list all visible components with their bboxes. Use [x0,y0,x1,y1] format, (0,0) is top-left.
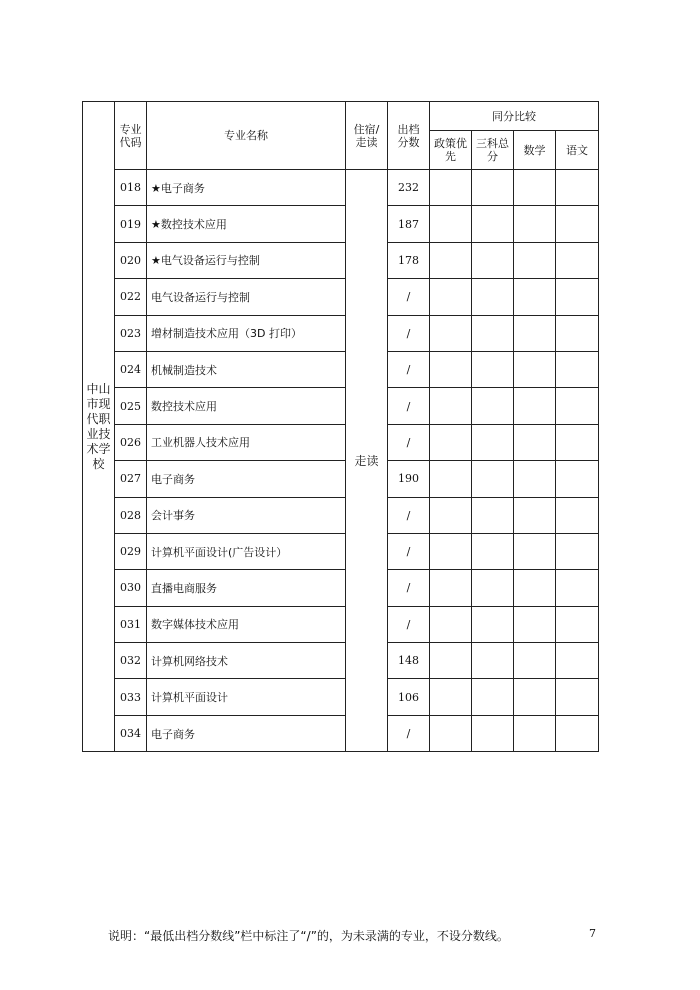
compare-policy-cell [430,715,472,751]
table-row [83,533,599,569]
compare-total-cell [472,206,514,242]
major-name: ★电子商务 [147,170,346,206]
compare-chinese-cell [556,461,599,497]
compare-math-cell [514,315,556,351]
compare-policy-cell [430,206,472,242]
compare-chinese-cell [556,424,599,460]
major-code: 025 [115,388,147,424]
compare-policy-cell [430,643,472,679]
header-name: 专业名称 [147,102,346,170]
compare-policy-cell [430,351,472,387]
table-row [83,497,599,533]
major-code: 034 [115,715,147,751]
compare-math-cell [514,388,556,424]
major-code: 031 [115,606,147,642]
compare-math-cell [514,206,556,242]
compare-total-cell [472,570,514,606]
table-row [83,570,599,606]
cutoff-score: / [388,424,430,460]
compare-math-cell [514,497,556,533]
table-row [83,206,599,242]
compare-total-cell [472,351,514,387]
compare-chinese-cell [556,715,599,751]
compare-policy-cell [430,606,472,642]
major-name: 电气设备运行与控制 [147,279,346,315]
compare-policy-cell [430,679,472,715]
table-row [83,606,599,642]
compare-policy-cell [430,315,472,351]
table-row [83,715,599,751]
compare-policy-cell [430,424,472,460]
header-compare-policy: 政策优先 [430,131,472,170]
cutoff-score: / [388,533,430,569]
cutoff-score: 178 [388,242,430,278]
cutoff-score: / [388,315,430,351]
compare-math-cell [514,170,556,206]
major-name: 数控技术应用 [147,388,346,424]
cutoff-score: 106 [388,679,430,715]
compare-policy-cell [430,461,472,497]
major-code: 022 [115,279,147,315]
major-code: 033 [115,679,147,715]
major-name: 计算机平面设计(广告设计） [147,533,346,569]
compare-math-cell [514,606,556,642]
compare-chinese-cell [556,679,599,715]
cutoff-score: / [388,715,430,751]
compare-math-cell [514,279,556,315]
compare-math-cell [514,679,556,715]
residence-mode: 走读 [346,170,388,752]
compare-chinese-cell [556,570,599,606]
school-name-cell [83,102,115,752]
compare-policy-cell [430,570,472,606]
major-name: 工业机器人技术应用 [147,424,346,460]
compare-math-cell [514,351,556,387]
compare-math-cell [514,242,556,278]
header-compare-chinese: 语文 [556,131,599,170]
compare-total-cell [472,533,514,569]
compare-chinese-cell [556,388,599,424]
major-name: 机械制造技术 [147,351,346,387]
footer-note: 说明：“最低出档分数线”栏中标注了“/”的，为未录满的专业，不设分数线。 [108,929,509,943]
compare-total-cell [472,497,514,533]
compare-chinese-cell [556,206,599,242]
header-code: 专业代码 [115,102,147,170]
major-code: 020 [115,242,147,278]
header-compare-group: 同分比较 [430,102,599,131]
compare-math-cell [514,424,556,460]
compare-policy-cell [430,533,472,569]
major-name: 会计事务 [147,497,346,533]
table-row [83,424,599,460]
table-row [83,643,599,679]
compare-policy-cell [430,388,472,424]
header-score: 出档分数 [388,102,430,170]
cutoff-score: / [388,570,430,606]
cutoff-score: / [388,351,430,387]
compare-total-cell [472,606,514,642]
page-number: 7 [589,927,596,940]
cutoff-score: / [388,388,430,424]
cutoff-score: 187 [388,206,430,242]
compare-total-cell [472,242,514,278]
major-code: 028 [115,497,147,533]
cutoff-score: 232 [388,170,430,206]
cutoff-score: / [388,279,430,315]
major-code: 023 [115,315,147,351]
table-row [83,242,599,278]
major-name: 计算机平面设计 [147,679,346,715]
compare-total-cell [472,679,514,715]
major-name: 增材制造技术应用（3D 打印） [147,315,346,351]
compare-total-cell [472,315,514,351]
compare-total-cell [472,424,514,460]
major-code: 030 [115,570,147,606]
compare-policy-cell [430,497,472,533]
compare-math-cell [514,533,556,569]
compare-chinese-cell [556,315,599,351]
table-row [83,170,599,206]
compare-policy-cell [430,170,472,206]
compare-chinese-cell [556,497,599,533]
major-code: 018 [115,170,147,206]
major-name: ★数控技术应用 [147,206,346,242]
table-row [83,388,599,424]
header-compare-math: 数学 [514,131,556,170]
header-residence: 住宿/走读 [346,102,388,170]
compare-policy-cell [430,242,472,278]
major-code: 027 [115,461,147,497]
table-row [83,279,599,315]
major-code: 019 [115,206,147,242]
compare-chinese-cell [556,643,599,679]
compare-total-cell [472,170,514,206]
major-name: 电子商务 [147,461,346,497]
major-name: ★电气设备运行与控制 [147,242,346,278]
compare-chinese-cell [556,351,599,387]
major-code: 032 [115,643,147,679]
compare-policy-cell [430,279,472,315]
admission-table [82,101,599,752]
compare-math-cell [514,570,556,606]
major-name: 数字媒体技术应用 [147,606,346,642]
major-name: 计算机网络技术 [147,643,346,679]
cutoff-score: 148 [388,643,430,679]
compare-chinese-cell [556,279,599,315]
compare-total-cell [472,715,514,751]
compare-total-cell [472,388,514,424]
major-name: 直播电商服务 [147,570,346,606]
table-row [83,351,599,387]
major-code: 029 [115,533,147,569]
major-code: 024 [115,351,147,387]
cutoff-score: 190 [388,461,430,497]
compare-chinese-cell [556,242,599,278]
compare-total-cell [472,461,514,497]
table-row [83,679,599,715]
compare-math-cell [514,461,556,497]
compare-math-cell [514,715,556,751]
compare-chinese-cell [556,606,599,642]
compare-total-cell [472,279,514,315]
table-row [83,315,599,351]
major-code: 026 [115,424,147,460]
school-name: 中山市现代职业技术学校 [86,381,111,471]
compare-total-cell [472,643,514,679]
cutoff-score: / [388,606,430,642]
cutoff-score: / [388,497,430,533]
compare-chinese-cell [556,170,599,206]
compare-chinese-cell [556,533,599,569]
table-row [83,461,599,497]
header-compare-total: 三科总分 [472,131,514,170]
major-name: 电子商务 [147,715,346,751]
compare-math-cell [514,643,556,679]
